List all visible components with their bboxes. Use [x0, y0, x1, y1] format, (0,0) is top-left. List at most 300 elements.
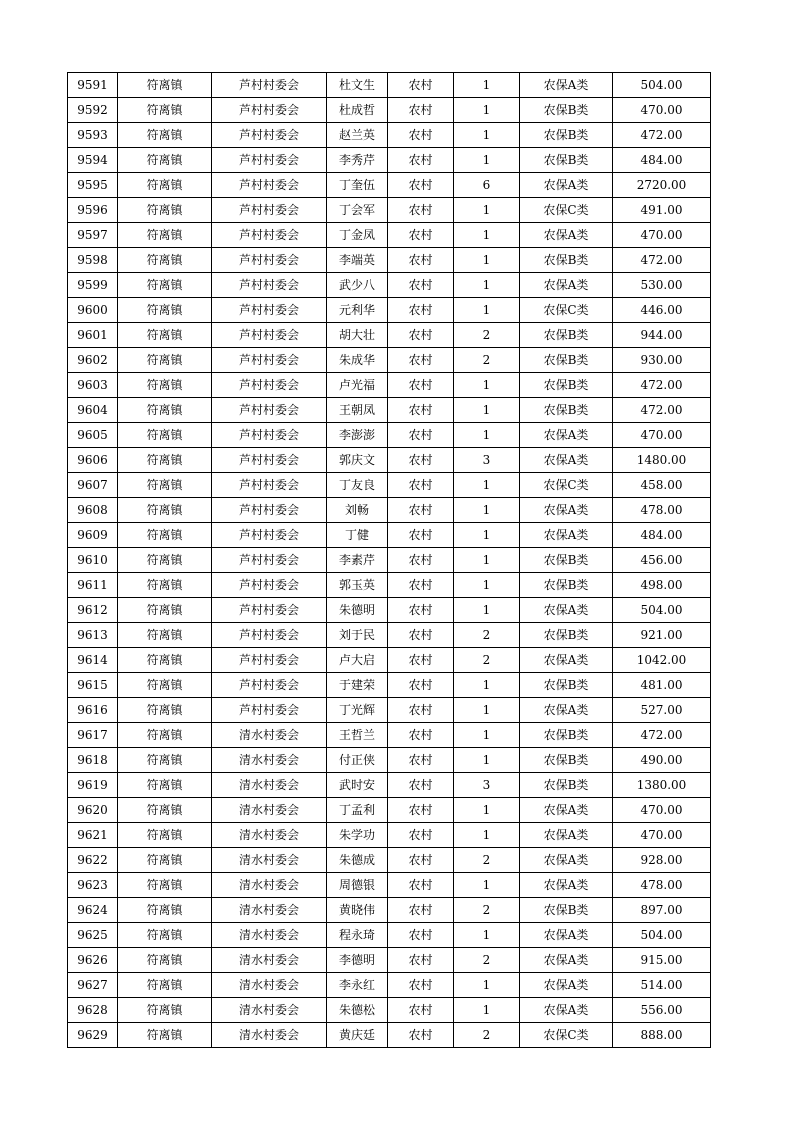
town-cell: 符离镇 [118, 373, 212, 398]
table-row [68, 573, 711, 598]
table-row [68, 98, 711, 123]
name-cell: 李秀芹 [327, 148, 388, 173]
household-count-cell: 1 [454, 523, 520, 548]
name-cell: 李德明 [327, 948, 388, 973]
town-cell: 符离镇 [118, 198, 212, 223]
row-id-cell: 9594 [68, 148, 118, 173]
row-id-cell: 9593 [68, 123, 118, 148]
amount-cell: 470.00 [613, 423, 711, 448]
insurance-class-cell: 农保A类 [520, 523, 613, 548]
insurance-class-cell: 农保C类 [520, 298, 613, 323]
village-committee-cell: 芦村村委会 [212, 273, 327, 298]
table-row [68, 598, 711, 623]
household-count-cell: 1 [454, 923, 520, 948]
row-id-cell: 9614 [68, 648, 118, 673]
amount-cell: 484.00 [613, 148, 711, 173]
row-id-cell: 9591 [68, 73, 118, 98]
area-type-cell: 农村 [388, 323, 454, 348]
town-cell: 符离镇 [118, 398, 212, 423]
amount-cell: 491.00 [613, 198, 711, 223]
name-cell: 郭玉英 [327, 573, 388, 598]
area-type-cell: 农村 [388, 473, 454, 498]
row-id-cell: 9604 [68, 398, 118, 423]
village-committee-cell: 芦村村委会 [212, 523, 327, 548]
village-committee-cell: 芦村村委会 [212, 648, 327, 673]
household-count-cell: 1 [454, 198, 520, 223]
village-committee-cell: 芦村村委会 [212, 473, 327, 498]
village-committee-cell: 芦村村委会 [212, 423, 327, 448]
area-type-cell: 农村 [388, 273, 454, 298]
table-row [68, 498, 711, 523]
household-count-cell: 1 [454, 823, 520, 848]
village-committee-cell: 清水村委会 [212, 723, 327, 748]
row-id-cell: 9625 [68, 923, 118, 948]
village-committee-cell: 清水村委会 [212, 973, 327, 998]
name-cell: 丁金凤 [327, 223, 388, 248]
amount-cell: 2720.00 [613, 173, 711, 198]
area-type-cell: 农村 [388, 498, 454, 523]
area-type-cell: 农村 [388, 148, 454, 173]
table-row [68, 698, 711, 723]
table-row [68, 348, 711, 373]
household-count-cell: 2 [454, 648, 520, 673]
table-row [68, 423, 711, 448]
insurance-class-cell: 农保B类 [520, 623, 613, 648]
amount-cell: 470.00 [613, 223, 711, 248]
village-committee-cell: 芦村村委会 [212, 123, 327, 148]
amount-cell: 470.00 [613, 98, 711, 123]
area-type-cell: 农村 [388, 298, 454, 323]
town-cell: 符离镇 [118, 998, 212, 1023]
town-cell: 符离镇 [118, 923, 212, 948]
insurance-class-cell: 农保C类 [520, 1023, 613, 1048]
name-cell: 黄庆廷 [327, 1023, 388, 1048]
area-type-cell: 农村 [388, 873, 454, 898]
name-cell: 郭庆文 [327, 448, 388, 473]
household-count-cell: 1 [454, 98, 520, 123]
area-type-cell: 农村 [388, 798, 454, 823]
table-row [68, 373, 711, 398]
area-type-cell: 农村 [388, 123, 454, 148]
row-id-cell: 9600 [68, 298, 118, 323]
row-id-cell: 9623 [68, 873, 118, 898]
area-type-cell: 农村 [388, 673, 454, 698]
table-row [68, 973, 711, 998]
amount-cell: 527.00 [613, 698, 711, 723]
household-count-cell: 1 [454, 873, 520, 898]
area-type-cell: 农村 [388, 998, 454, 1023]
area-type-cell: 农村 [388, 173, 454, 198]
amount-cell: 888.00 [613, 1023, 711, 1048]
row-id-cell: 9605 [68, 423, 118, 448]
village-committee-cell: 清水村委会 [212, 1023, 327, 1048]
household-count-cell: 2 [454, 323, 520, 348]
name-cell: 朱学功 [327, 823, 388, 848]
table-row [68, 323, 711, 348]
insurance-class-cell: 农保A类 [520, 998, 613, 1023]
row-id-cell: 9627 [68, 973, 118, 998]
area-type-cell: 农村 [388, 73, 454, 98]
table-row [68, 173, 711, 198]
household-count-cell: 1 [454, 973, 520, 998]
row-id-cell: 9621 [68, 823, 118, 848]
insurance-class-cell: 农保A类 [520, 848, 613, 873]
name-cell: 元利华 [327, 298, 388, 323]
insurance-class-cell: 农保B类 [520, 773, 613, 798]
household-count-cell: 1 [454, 473, 520, 498]
row-id-cell: 9624 [68, 898, 118, 923]
household-count-cell: 6 [454, 173, 520, 198]
household-count-cell: 1 [454, 248, 520, 273]
amount-cell: 478.00 [613, 498, 711, 523]
town-cell: 符离镇 [118, 548, 212, 573]
amount-cell: 472.00 [613, 398, 711, 423]
name-cell: 李端英 [327, 248, 388, 273]
name-cell: 程永琦 [327, 923, 388, 948]
amount-cell: 928.00 [613, 848, 711, 873]
household-count-cell: 1 [454, 73, 520, 98]
area-type-cell: 农村 [388, 98, 454, 123]
table-row [68, 273, 711, 298]
household-count-cell: 1 [454, 573, 520, 598]
village-committee-cell: 清水村委会 [212, 748, 327, 773]
table-row [68, 298, 711, 323]
row-id-cell: 9617 [68, 723, 118, 748]
town-cell: 符离镇 [118, 73, 212, 98]
amount-cell: 456.00 [613, 548, 711, 573]
town-cell: 符离镇 [118, 623, 212, 648]
insurance-class-cell: 农保B类 [520, 323, 613, 348]
town-cell: 符离镇 [118, 848, 212, 873]
table-row [68, 1023, 711, 1048]
village-committee-cell: 芦村村委会 [212, 598, 327, 623]
name-cell: 王哲兰 [327, 723, 388, 748]
insurance-class-cell: 农保B类 [520, 573, 613, 598]
amount-cell: 478.00 [613, 873, 711, 898]
roster-table [67, 72, 711, 1048]
table-row [68, 73, 711, 98]
table-row [68, 773, 711, 798]
amount-cell: 504.00 [613, 598, 711, 623]
amount-cell: 897.00 [613, 898, 711, 923]
town-cell: 符离镇 [118, 948, 212, 973]
town-cell: 符离镇 [118, 173, 212, 198]
table-row [68, 198, 711, 223]
table-row [68, 148, 711, 173]
row-id-cell: 9609 [68, 523, 118, 548]
table-row [68, 673, 711, 698]
table-row [68, 448, 711, 473]
table-row [68, 948, 711, 973]
village-committee-cell: 清水村委会 [212, 873, 327, 898]
row-id-cell: 9606 [68, 448, 118, 473]
town-cell: 符离镇 [118, 973, 212, 998]
town-cell: 符离镇 [118, 898, 212, 923]
insurance-class-cell: 农保A类 [520, 598, 613, 623]
name-cell: 丁孟利 [327, 798, 388, 823]
name-cell: 杜文生 [327, 73, 388, 98]
name-cell: 朱成华 [327, 348, 388, 373]
amount-cell: 1480.00 [613, 448, 711, 473]
area-type-cell: 农村 [388, 748, 454, 773]
town-cell: 符离镇 [118, 523, 212, 548]
town-cell: 符离镇 [118, 723, 212, 748]
town-cell: 符离镇 [118, 598, 212, 623]
row-id-cell: 9619 [68, 773, 118, 798]
insurance-class-cell: 农保B类 [520, 373, 613, 398]
row-id-cell: 9612 [68, 598, 118, 623]
area-type-cell: 农村 [388, 573, 454, 598]
row-id-cell: 9598 [68, 248, 118, 273]
name-cell: 武时安 [327, 773, 388, 798]
area-type-cell: 农村 [388, 598, 454, 623]
insurance-class-cell: 农保B类 [520, 348, 613, 373]
amount-cell: 915.00 [613, 948, 711, 973]
insurance-class-cell: 农保A类 [520, 73, 613, 98]
row-id-cell: 9595 [68, 173, 118, 198]
name-cell: 刘于民 [327, 623, 388, 648]
village-committee-cell: 清水村委会 [212, 998, 327, 1023]
household-count-cell: 3 [454, 773, 520, 798]
amount-cell: 472.00 [613, 373, 711, 398]
town-cell: 符离镇 [118, 473, 212, 498]
table-row [68, 798, 711, 823]
name-cell: 朱德松 [327, 998, 388, 1023]
amount-cell: 458.00 [613, 473, 711, 498]
village-committee-cell: 芦村村委会 [212, 623, 327, 648]
insurance-class-cell: 农保A类 [520, 798, 613, 823]
insurance-class-cell: 农保C类 [520, 198, 613, 223]
village-committee-cell: 清水村委会 [212, 848, 327, 873]
village-committee-cell: 芦村村委会 [212, 73, 327, 98]
insurance-class-cell: 农保B类 [520, 398, 613, 423]
village-committee-cell: 清水村委会 [212, 948, 327, 973]
name-cell: 赵兰英 [327, 123, 388, 148]
area-type-cell: 农村 [388, 898, 454, 923]
amount-cell: 921.00 [613, 623, 711, 648]
village-committee-cell: 芦村村委会 [212, 198, 327, 223]
village-committee-cell: 芦村村委会 [212, 223, 327, 248]
table-row [68, 523, 711, 548]
row-id-cell: 9622 [68, 848, 118, 873]
table-row [68, 723, 711, 748]
amount-cell: 470.00 [613, 798, 711, 823]
row-id-cell: 9602 [68, 348, 118, 373]
insurance-class-cell: 农保A类 [520, 873, 613, 898]
town-cell: 符离镇 [118, 448, 212, 473]
village-committee-cell: 芦村村委会 [212, 673, 327, 698]
amount-cell: 481.00 [613, 673, 711, 698]
insurance-class-cell: 农保A类 [520, 648, 613, 673]
amount-cell: 446.00 [613, 298, 711, 323]
town-cell: 符离镇 [118, 573, 212, 598]
household-count-cell: 1 [454, 998, 520, 1023]
town-cell: 符离镇 [118, 498, 212, 523]
row-id-cell: 9628 [68, 998, 118, 1023]
name-cell: 王朝凤 [327, 398, 388, 423]
household-count-cell: 1 [454, 498, 520, 523]
name-cell: 丁会军 [327, 198, 388, 223]
row-id-cell: 9611 [68, 573, 118, 598]
village-committee-cell: 芦村村委会 [212, 323, 327, 348]
insurance-class-cell: 农保C类 [520, 473, 613, 498]
insurance-class-cell: 农保A类 [520, 273, 613, 298]
town-cell: 符离镇 [118, 248, 212, 273]
name-cell: 刘畅 [327, 498, 388, 523]
town-cell: 符离镇 [118, 273, 212, 298]
insurance-class-cell: 农保A类 [520, 823, 613, 848]
household-count-cell: 1 [454, 598, 520, 623]
amount-cell: 504.00 [613, 923, 711, 948]
household-count-cell: 2 [454, 623, 520, 648]
name-cell: 李永红 [327, 973, 388, 998]
household-count-cell: 2 [454, 1023, 520, 1048]
insurance-class-cell: 农保A类 [520, 973, 613, 998]
village-committee-cell: 芦村村委会 [212, 148, 327, 173]
household-count-cell: 1 [454, 148, 520, 173]
area-type-cell: 农村 [388, 823, 454, 848]
area-type-cell: 农村 [388, 198, 454, 223]
table-row [68, 923, 711, 948]
insurance-class-cell: 农保B类 [520, 98, 613, 123]
area-type-cell: 农村 [388, 348, 454, 373]
area-type-cell: 农村 [388, 523, 454, 548]
name-cell: 胡大壮 [327, 323, 388, 348]
row-id-cell: 9620 [68, 798, 118, 823]
insurance-class-cell: 农保B类 [520, 748, 613, 773]
table-row [68, 223, 711, 248]
insurance-class-cell: 农保B类 [520, 548, 613, 573]
town-cell: 符离镇 [118, 323, 212, 348]
village-committee-cell: 芦村村委会 [212, 98, 327, 123]
amount-cell: 930.00 [613, 348, 711, 373]
amount-cell: 498.00 [613, 573, 711, 598]
village-committee-cell: 清水村委会 [212, 798, 327, 823]
area-type-cell: 农村 [388, 448, 454, 473]
area-type-cell: 农村 [388, 373, 454, 398]
town-cell: 符离镇 [118, 673, 212, 698]
village-committee-cell: 芦村村委会 [212, 348, 327, 373]
village-committee-cell: 芦村村委会 [212, 498, 327, 523]
village-committee-cell: 清水村委会 [212, 823, 327, 848]
row-id-cell: 9597 [68, 223, 118, 248]
area-type-cell: 农村 [388, 698, 454, 723]
row-id-cell: 9626 [68, 948, 118, 973]
table-row [68, 898, 711, 923]
area-type-cell: 农村 [388, 648, 454, 673]
insurance-class-cell: 农保B类 [520, 123, 613, 148]
amount-cell: 530.00 [613, 273, 711, 298]
village-committee-cell: 清水村委会 [212, 773, 327, 798]
village-committee-cell: 清水村委会 [212, 898, 327, 923]
village-committee-cell: 芦村村委会 [212, 548, 327, 573]
household-count-cell: 2 [454, 898, 520, 923]
household-count-cell: 1 [454, 223, 520, 248]
household-count-cell: 1 [454, 548, 520, 573]
name-cell: 卢大启 [327, 648, 388, 673]
table-row [68, 873, 711, 898]
insurance-class-cell: 农保A类 [520, 448, 613, 473]
village-committee-cell: 芦村村委会 [212, 298, 327, 323]
area-type-cell: 农村 [388, 223, 454, 248]
household-count-cell: 1 [454, 298, 520, 323]
area-type-cell: 农村 [388, 723, 454, 748]
household-count-cell: 1 [454, 798, 520, 823]
name-cell: 李素芹 [327, 548, 388, 573]
table-row [68, 998, 711, 1023]
insurance-class-cell: 农保A类 [520, 223, 613, 248]
name-cell: 丁健 [327, 523, 388, 548]
village-committee-cell: 芦村村委会 [212, 173, 327, 198]
area-type-cell: 农村 [388, 848, 454, 873]
table-row [68, 248, 711, 273]
row-id-cell: 9618 [68, 748, 118, 773]
row-id-cell: 9616 [68, 698, 118, 723]
row-id-cell: 9603 [68, 373, 118, 398]
amount-cell: 944.00 [613, 323, 711, 348]
name-cell: 付正侠 [327, 748, 388, 773]
insurance-class-cell: 农保A类 [520, 423, 613, 448]
name-cell: 丁光辉 [327, 698, 388, 723]
town-cell: 符离镇 [118, 148, 212, 173]
insurance-class-cell: 农保A类 [520, 498, 613, 523]
household-count-cell: 1 [454, 673, 520, 698]
area-type-cell: 农村 [388, 973, 454, 998]
area-type-cell: 农村 [388, 923, 454, 948]
name-cell: 李澎澎 [327, 423, 388, 448]
amount-cell: 472.00 [613, 123, 711, 148]
row-id-cell: 9596 [68, 198, 118, 223]
table-row [68, 548, 711, 573]
household-count-cell: 2 [454, 848, 520, 873]
table-row [68, 123, 711, 148]
household-count-cell: 1 [454, 273, 520, 298]
amount-cell: 504.00 [613, 73, 711, 98]
row-id-cell: 9608 [68, 498, 118, 523]
row-id-cell: 9629 [68, 1023, 118, 1048]
insurance-class-cell: 农保B类 [520, 673, 613, 698]
row-id-cell: 9613 [68, 623, 118, 648]
amount-cell: 556.00 [613, 998, 711, 1023]
name-cell: 武少八 [327, 273, 388, 298]
table-row [68, 398, 711, 423]
table-row [68, 848, 711, 873]
household-count-cell: 1 [454, 698, 520, 723]
row-id-cell: 9610 [68, 548, 118, 573]
town-cell: 符离镇 [118, 123, 212, 148]
insurance-class-cell: 农保A类 [520, 923, 613, 948]
amount-cell: 1380.00 [613, 773, 711, 798]
row-id-cell: 9601 [68, 323, 118, 348]
town-cell: 符离镇 [118, 748, 212, 773]
area-type-cell: 农村 [388, 948, 454, 973]
table-row [68, 648, 711, 673]
name-cell: 丁友良 [327, 473, 388, 498]
insurance-class-cell: 农保A类 [520, 173, 613, 198]
amount-cell: 470.00 [613, 823, 711, 848]
household-count-cell: 1 [454, 398, 520, 423]
name-cell: 朱德成 [327, 848, 388, 873]
town-cell: 符离镇 [118, 798, 212, 823]
row-id-cell: 9592 [68, 98, 118, 123]
household-count-cell: 3 [454, 448, 520, 473]
household-count-cell: 1 [454, 723, 520, 748]
town-cell: 符离镇 [118, 298, 212, 323]
row-id-cell: 9599 [68, 273, 118, 298]
row-id-cell: 9615 [68, 673, 118, 698]
name-cell: 杜成哲 [327, 98, 388, 123]
household-count-cell: 2 [454, 348, 520, 373]
